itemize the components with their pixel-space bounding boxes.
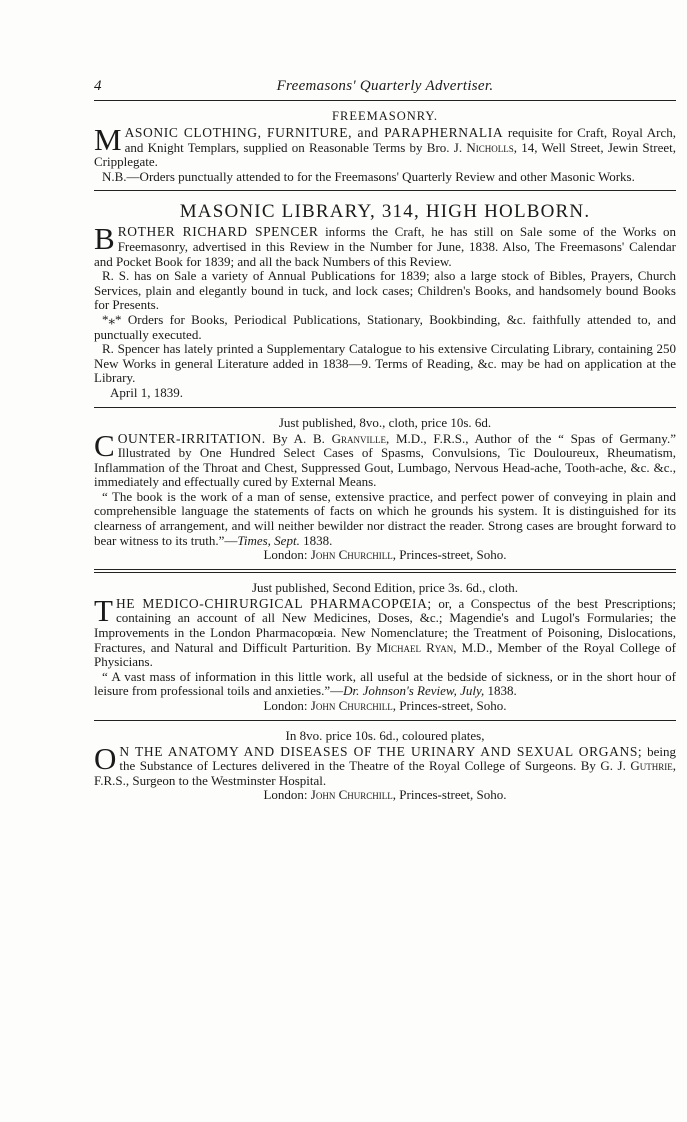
ad-lead: HE MEDICO-CHIRURGICAL PHARMACOPŒIA;: [115, 595, 432, 611]
section-rule: [94, 407, 676, 408]
ad-text: , M.D., F.R.S., Author of the “ Spas of Germany.” Illustrated by One Hundred Select Cases of Spasms, Convulsions, Tic Douloureux, Rheumatism, Inflammation of the Throat and Chest, Suppressed Gout, Lumbago, Nervous Head-ache, Tooth-ache, &c. &c., immediately and effectually cured by External Means.: [94, 430, 676, 490]
ad-lead: ASONIC CLOTHING, FURNITURE, and PARAPHERNALIA: [124, 125, 504, 140]
ad-counter-irritation: [94, 415, 676, 569]
ad-heading: FREEMASONRY.: [332, 109, 438, 123]
ad-paragraph: R. Spencer has lately printed a Supplementary Catalogue to his extensive Circulating Library, containing 250 New Works in general Literature added in 1838—9. Terms of Reading, &c. may be had on application at the Library.: [94, 341, 676, 386]
page: [94, 78, 676, 809]
ad-anatomy: [94, 728, 676, 809]
ad-author: Guthrie: [630, 758, 673, 774]
ad-heading: MASONIC LIBRARY, 314, HIGH HOLBORN.: [179, 201, 591, 223]
ad-body: [94, 592, 677, 670]
ad-name: J. Nicholls: [453, 139, 514, 155]
quote-text: “ The book is the work of a man of sense, extensive practice, and perfect power of conveying in plain and comprehensible language the statements of facts on which he grounds his system. It is distinguished for its clearness of arrangement, and will neither bewilder nor distract the reader. Strong cases are brought forward to bear witness to its truth.”—: [94, 488, 676, 548]
ad-author: Granville: [331, 430, 387, 446]
ad-pharmacopoeia: [94, 580, 676, 720]
drop-cap: T: [94, 592, 113, 628]
ad-quote: [94, 490, 676, 548]
ad-freemasonry: [94, 109, 676, 190]
publisher-name: John Churchill: [310, 547, 393, 563]
publisher-name: John Churchill: [310, 787, 393, 803]
running-header: [94, 78, 676, 100]
ad-note: N.B.—Orders punctually attended to for the Freemasons' Quarterly Review and other Masonic Works.: [102, 168, 635, 184]
section-rule: [94, 190, 676, 191]
ad-text: or, a Conspectus of the best Prescriptions; containing an account of all New Medicines, Doses, &c.; Magendie's and Lugol's Formularies; the Improvements in the London Pharmacopœia. New Nomenclature; the Treatment of Poisoning, Dislocations, Fractures, and Natural and Difficult Parturition. By: [94, 595, 677, 655]
publisher-city: London:: [263, 698, 311, 713]
ad-lead: ROTHER RICHARD SPENCER: [117, 224, 319, 240]
ad-notice: Just published, 8vo., cloth, price 10s. 6d.: [278, 414, 492, 430]
quote-text: “ A vast mass of information in this little work, all useful at the bedside of sickness, or in the short hour of leisure from professional toils and anxieties.”—: [94, 668, 676, 699]
ad-body: [94, 740, 676, 789]
quote-year: 1838.: [299, 532, 333, 548]
header-rule: [94, 100, 676, 101]
ad-masonic-library: [94, 201, 676, 406]
ad-body: [94, 122, 677, 170]
section-rule: [94, 720, 676, 721]
ad-date: April 1, 1839.: [110, 384, 183, 400]
quote-source: Dr. Johnson's Review, July,: [343, 683, 485, 699]
ad-quote: [94, 670, 676, 699]
ad-paragraph: *⁎* Orders for Books, Periodical Publications, Stationary, Bookbinding, &c. faithfully attended to, and punctually executed.: [94, 311, 676, 342]
ad-text: , 14, Well Street, Jewin Street, Cripplegate.: [94, 139, 677, 170]
publisher-address: , Princes-street, Soho.: [392, 698, 507, 713]
publisher-address: , Princes-street, Soho.: [392, 787, 507, 803]
ad-text: By A. B.: [265, 430, 332, 446]
ad-paragraph: R. S. has on Sale a variety of Annual Publications for 1839; also a large stock of Bibles, Prayers, Church Services, plain and elegantly bound in tuck, and lock cases; Children's Books, and handsomely bound Books for Presents.: [94, 268, 676, 313]
quote-source: Times, Sept.: [237, 532, 300, 548]
publisher-city: London:: [263, 787, 311, 803]
running-title: Freemasons' Quarterly Advertiser.: [276, 78, 494, 94]
ad-publisher: [94, 699, 676, 714]
section-rule: [94, 569, 676, 573]
page-number: 4: [94, 78, 102, 94]
publisher-address: , Princes-street, Soho.: [392, 547, 507, 563]
ad-text: , M.D., Member of the Royal College of Physicians.: [94, 639, 677, 670]
ad-publisher: [94, 788, 676, 803]
publisher-city: London:: [263, 547, 311, 563]
drop-cap: B: [94, 221, 115, 257]
ad-lead: OUNTER-IRRITATION.: [117, 430, 266, 446]
publisher-name: John Churchill: [310, 698, 393, 713]
ad-body: [94, 221, 676, 269]
ad-text: being the Substance of Lectures delivered in the Theatre of the Royal College of Surgeons. By G. J.: [119, 743, 676, 774]
ad-author: Michael Ryan: [376, 639, 454, 655]
ad-notice: Just published, Second Edition, price 3s. 6d., cloth.: [251, 579, 519, 595]
drop-cap: M: [94, 122, 122, 157]
quote-year: 1838.: [484, 683, 517, 699]
drop-cap: C: [94, 427, 115, 463]
ad-notice: In 8vo. price 10s. 6d., coloured plates,: [285, 727, 485, 743]
ad-text: requisite for Craft, Royal Arch, and Knight Templars, supplied on Reasonable Terms by Bro.: [124, 125, 676, 155]
ad-publisher: [94, 548, 676, 563]
ad-body: [94, 427, 676, 490]
ad-text: , F.R.S., Surgeon to the Westminster Hospital.: [94, 758, 676, 788]
ad-text: informs the Craft, he has still on Sale some of the Works on Freemasonry, advertised in this Review in the Number for June, 1838. Also, The Freemasons' Calendar and Pocket Book for 1839; and all the back Numbers of this Review.: [94, 224, 676, 269]
drop-cap: O: [94, 740, 117, 776]
ad-lead: N THE ANATOMY AND DISEASES OF THE URINARY AND SEXUAL ORGANS;: [119, 743, 643, 759]
